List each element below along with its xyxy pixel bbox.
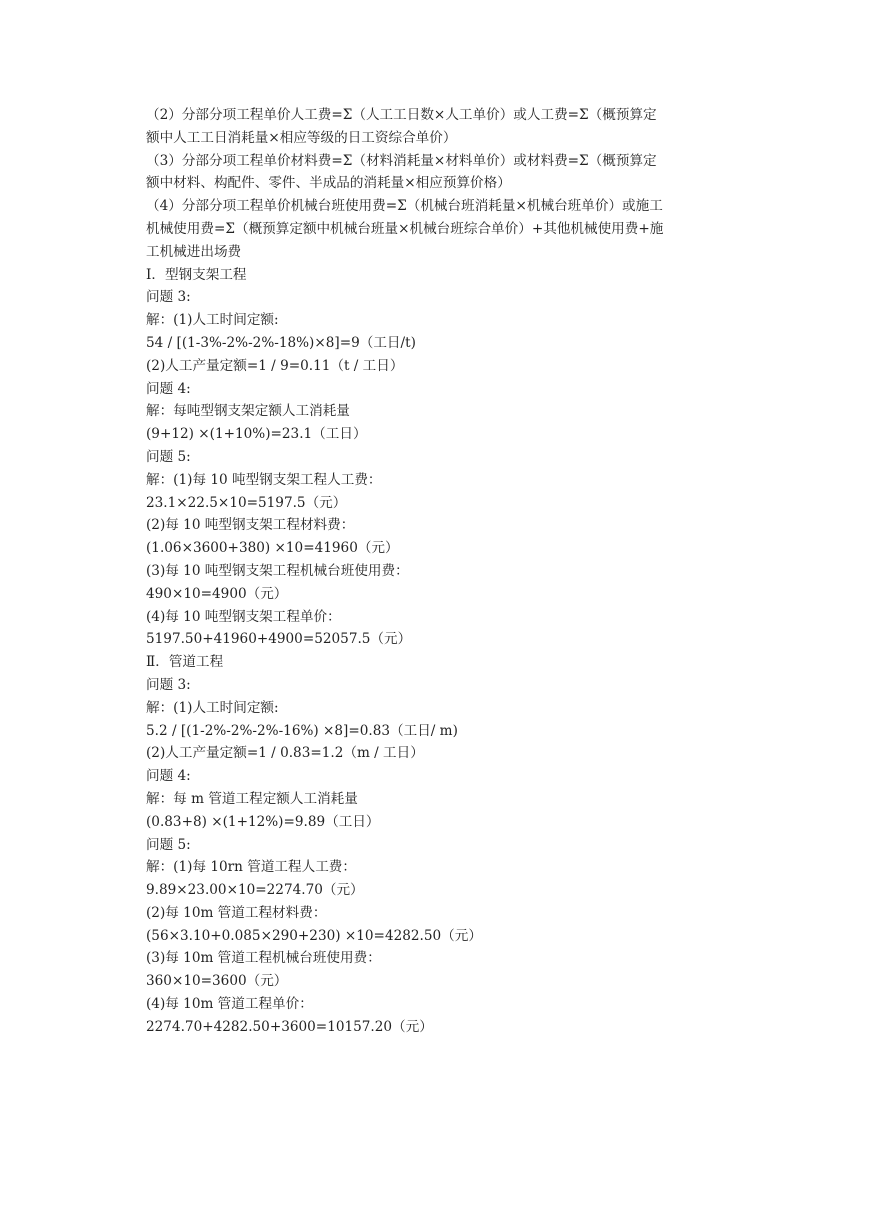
text-line: 工机械进出场费 [146,243,242,260]
formula-line: 54 / [(1-3%-2%-2%-18%)×8]=9（工日/t) [146,334,416,351]
formula-line: (0.83+8) ×(1+12%)=9.89（工日） [146,813,380,830]
formula-line: 23.1×22.5×10=5197.5（元） [146,494,347,511]
text-line: (4)每 10m 管道工程单价： [146,996,313,1013]
formula-line: 5.2 / [(1-2%-2%-2%-16%) ×8]=0.83（工日/ m) [146,722,458,739]
document-body [146,104,726,1039]
section-heading: I．型钢支架工程 [146,266,247,283]
text-line: 解：每吨型钢支架定额人工消耗量 [146,403,350,420]
formula-line: (1.06×3600+380) ×10=41960（元） [146,540,399,557]
formula-line: 5197.50+41960+4900=52057.5（元） [146,631,412,648]
text-line: 解：(1)每 10 吨型钢支架工程人工费： [146,471,382,488]
text-line: (3)每 10m 管道工程机械台班使用费： [146,950,381,967]
text-line: 机械使用费=Σ（概预算定额中机械台班量×机械台班综合单价）+其他机械使用费+施 [146,220,664,237]
text-line: 解：(1)每 10rn 管道工程人工费： [146,859,356,876]
question-label: 问题 4: [146,768,191,785]
question-label: 问题 4: [146,380,191,397]
text-line: 额中材料、构配件、零件、半成品的消耗量×相应预算价格） [146,175,511,192]
formula-line: 490×10=4900（元） [146,585,288,602]
question-label: 问题 3: [146,289,191,306]
formula-line: (2)人工产量定额=1 / 9=0.11（t / 工日） [146,357,404,374]
question-label: 问题 5: [146,448,191,465]
formula-line: (56×3.10+0.085×290+230) ×10=4282.50（元） [146,927,482,944]
text-line: (4)每 10 吨型钢支架工程单价： [146,608,341,625]
formula-line: 9.89×23.00×10=2274.70（元） [146,882,364,899]
text-line: (2)每 10 吨型钢支架工程材料费： [146,517,355,534]
question-label: 问题 5: [146,836,191,853]
text-line: （3）分部分项工程单价材料费=Σ（材料消耗量×材料单价）或材料费=Σ（概预算定 [146,152,657,169]
text-line: (3)每 10 吨型钢支架工程机械台班使用费： [146,562,409,579]
text-line: 解：(1)人工时间定额: [146,699,279,716]
formula-line: 360×10=3600（元） [146,973,288,990]
text-line: （2）分部分项工程单价人工费=Σ（人工工日数×人工单价）或人工费=Σ（概预算定 [146,107,657,123]
formula-line: (2)人工产量定额=1 / 0.83=1.2（m / 工日） [146,745,424,762]
formula-line: 2274.70+4282.50+3600=10157.20（元） [146,1018,433,1035]
text-line: 额中人工工日消耗量×相应等级的日工资综合单价） [146,129,457,146]
question-label: 问题 3: [146,676,191,693]
text-line: 解：每 m 管道工程定额人工消耗量 [146,790,358,807]
text-line: (2)每 10m 管道工程材料费： [146,904,327,921]
section-heading: Ⅱ．管道工程 [146,654,224,671]
text-line: （4）分部分项工程单价机械台班使用费=Σ（机械台班消耗量×机械台班单价）或施工 [146,198,663,215]
text-line: 解：(1)人工时间定额: [146,312,279,329]
formula-line: (9+12) ×(1+10%)=23.1（工日） [146,426,367,443]
